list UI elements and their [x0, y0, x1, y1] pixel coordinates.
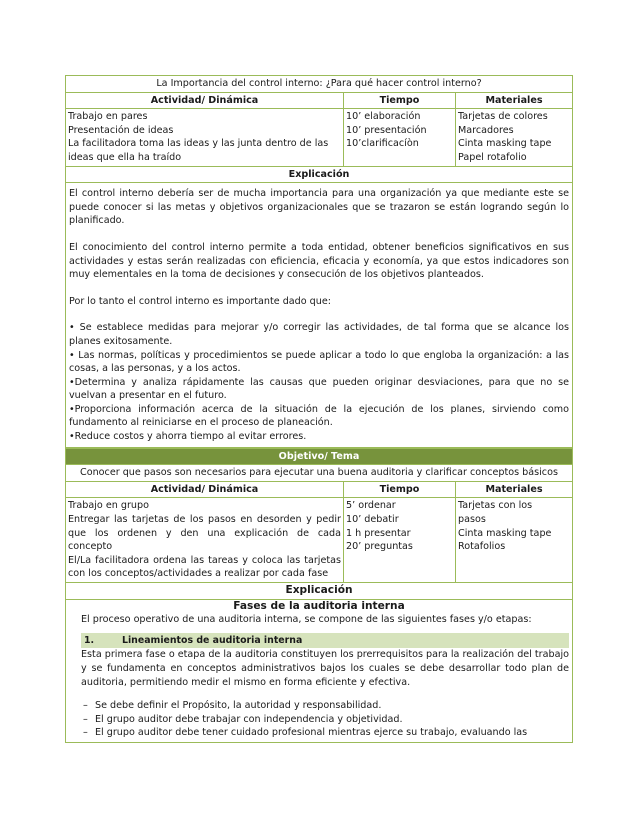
tiempo-line: 10’ debatir	[346, 514, 399, 526]
actividad-line: La facilitadora toma las ideas y las junta dentro de las	[68, 138, 329, 150]
objetivo-heading: Objetivo/ Tema	[66, 448, 573, 465]
header-actividad: Actividad/ Dinámica	[66, 92, 344, 109]
actividad-line: ideas que ella ha traído	[68, 151, 182, 163]
phase-heading	[81, 633, 569, 649]
tiempo-line: 10’clarificacíòn	[346, 138, 419, 150]
actividad-cell	[66, 109, 344, 166]
session-table-1	[65, 75, 573, 448]
phase-number: 1.	[84, 634, 95, 646]
actividad-line: El/La facilitadora ordena las tareas y coloca las tarjetas con los conceptos/actividades a realizar por cada fase	[68, 554, 341, 580]
document-page	[65, 75, 572, 743]
explicacion-paragraph: El control interno debería ser de mucha importancia para una organización ya que mediante este se puede conocer si las metas y objetivos organizacionales que se trazaron se están logrando según lo planificado.	[69, 188, 570, 227]
header-materiales: Materiales	[456, 92, 573, 109]
section-title: La Importancia del control interno: ¿Para qué hacer control interno?	[66, 76, 573, 93]
bullet-item: •Proporciona información acerca de la situación de la ejecución de los planes, sirviendo como fundamento al reiniciarse en el proceso de planeación.	[69, 403, 570, 429]
tiempo-cell	[344, 498, 456, 583]
header-tiempo: Tiempo	[344, 481, 456, 498]
materiales-cell	[456, 109, 573, 166]
bullet-item: •Reduce costos y ahorra tiempo al evitar errores.	[69, 431, 307, 443]
tiempo-line: 10’ presentación	[346, 124, 427, 136]
tiempo-line: 20’ preguntas	[346, 541, 413, 553]
header-actividad: Actividad/ Dinámica	[66, 481, 344, 498]
dash-item: – Se debe definir el Propósito, la autoridad y responsabilidad.	[83, 700, 382, 712]
explicacion-body	[66, 183, 573, 448]
materiales-line: Papel rotafolio	[458, 151, 527, 163]
materiales-line: Cinta masking tape	[458, 138, 552, 150]
actividad-line: Presentación de ideas	[68, 124, 174, 136]
materiales-line: Marcadores	[458, 124, 514, 136]
dash-marker: –	[83, 713, 88, 725]
tiempo-line: 5’ ordenar	[346, 500, 396, 512]
actividad-line: Entregar las tarjetas de los pasos en desorden y pedir que los ordenen y den una explicación de cada concepto	[68, 514, 341, 553]
actividad-line: Trabajo en grupo	[68, 500, 149, 512]
materiales-line: Tarjetas con los	[458, 500, 533, 512]
materiales-line: Tarjetas de colores	[458, 111, 548, 123]
actividad-cell	[66, 498, 344, 583]
fases-intro: El proceso operativo de una auditoria interna, se compone de las siguientes fases y/o etapas:	[81, 614, 532, 626]
explicacion-heading: Explicación	[66, 583, 573, 600]
dash-item: – El grupo auditor debe tener cuidado profesional mientras ejerce su trabajo, evaluando las	[83, 727, 528, 739]
dash-marker: –	[83, 727, 88, 739]
header-tiempo: Tiempo	[344, 92, 456, 109]
phase-text: Esta primera fase o etapa de la auditoria constituyen los prerrequisitos para la realización del trabajo y se fundamenta en conceptos administrativos bajos los cuales se debe desarrollar todo plan de auditoria, permitiendo medir el mismo en forma eficiente y efectiva.	[81, 649, 569, 688]
dash-item: – El grupo auditor debe trabajar con independencia y objetividad.	[83, 713, 403, 725]
dash-marker: –	[83, 700, 88, 712]
materiales-line: pasos	[458, 514, 486, 526]
materiales-line: Cinta masking tape	[458, 527, 552, 539]
session-table-2	[65, 448, 573, 743]
bullet-item: • Se establece medidas para mejorar y/o corregir las actividades, de tal forma que se alcance los planes exitosamente.	[69, 322, 570, 347]
fases-body	[66, 599, 573, 742]
objetivo-text: Conocer que pasos son necesarios para ejecutar una buena auditoria y clarificar conceptos básicos	[66, 465, 573, 482]
tiempo-line: 10’ elaboración	[346, 111, 421, 123]
actividad-line: Trabajo en pares	[68, 111, 148, 123]
header-materiales: Materiales	[456, 481, 573, 498]
fases-title: Fases de la auditoria interna	[233, 599, 405, 612]
explicacion-heading: Explicación	[66, 166, 573, 183]
phase-title: Lineamientos de auditoria interna	[122, 634, 303, 646]
explicacion-paragraph: Por lo tanto el control interno es importante dado que:	[69, 295, 331, 307]
tiempo-line: 1 h presentar	[346, 527, 411, 539]
explicacion-paragraph: El conocimiento del control interno permite a toda entidad, obtener beneficios significativos en sus actividades y estas serán realizadas con eficiencia, eficacia y economía, ya que estos indicadores son muy elementales en la toma de decisiones y consecución de los objetivos planteados.	[69, 241, 570, 281]
materiales-cell	[456, 498, 573, 583]
tiempo-cell	[344, 109, 456, 166]
bullet-item: •Determina y analiza rápidamente las causas que pueden originar desviaciones, para que no se vuelvan a presentar en el futuro.	[69, 376, 570, 402]
bullet-item: • Las normas, políticas y procedimientos se puede aplicar a todo lo que engloba la organización: a las cosas, a las personas, y a los actos.	[69, 349, 570, 375]
materiales-line: Rotafolios	[458, 541, 506, 553]
